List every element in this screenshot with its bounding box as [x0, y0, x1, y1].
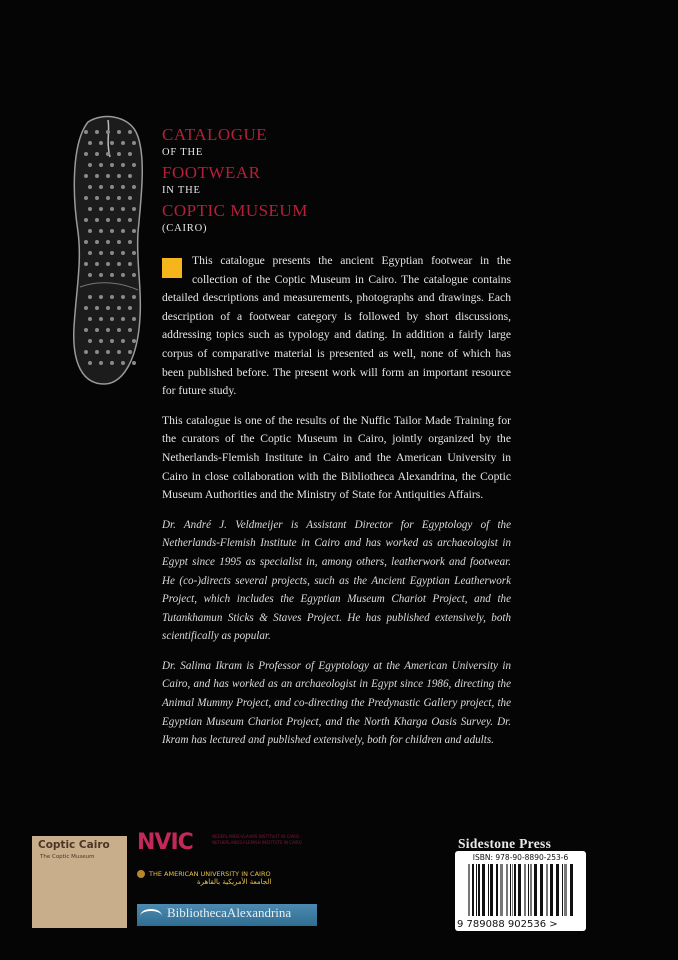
title-coptic-museum: COPTIC MUSEUM — [162, 201, 308, 220]
coptic-cairo-logo: Coptic Cairo The Coptic Museum — [32, 836, 127, 928]
bibliotheca-arc-icon — [140, 909, 162, 923]
title-cairo: (CAIRO) — [162, 223, 208, 234]
blurb — [162, 252, 511, 761]
publisher-name: Sidestone Press — [458, 836, 552, 851]
barcode-number: 9 789088 902536 > — [457, 919, 558, 930]
auc-logo: THE AMERICAN UNIVERSITY IN CAIRO الجامعة الأمريكية بالقاهرة — [137, 870, 271, 886]
isbn-label: ISBN: 978-90-8890-253-6 — [472, 853, 569, 862]
title-in-the: IN THE — [162, 185, 201, 196]
auc-seal-icon — [137, 870, 145, 878]
author-bio-veldmeijer: Dr. André J. Veldmeijer is Assistant Director for Egyptology of the Netherlands-Flemish Institute in Cairo and has worked as archaeologist in Egypt since 1995 as specialist in, among others, leatherwork and footwear. He (co-)directs several projects, such as the Ancient Egyptian Leatherwork Project, which includes the Egyptian Museum Chariot Project, and the Tutankhamun Sticks & Staves Project. He has published extensively, both scientifically as popular. — [162, 518, 511, 643]
title-footwear: FOOTWEAR — [162, 163, 261, 182]
book-title — [162, 126, 308, 240]
yellow-square-icon — [162, 258, 182, 278]
author-bio-ikram: Dr. Salima Ikram is Professor of Egyptology at the American University in Cairo, and has worked as an archaeologist in Egypt since 1986, directing the Animal Mummy Project, and co-directing the Predynastic Gallery project, the Egyptian Museum Chariot Project, and the North Kharga Oasis Survey. Dr. Ikram has lectured and published extensively, both for children and adults. — [162, 659, 511, 747]
barcode-bars — [468, 864, 576, 916]
description-paragraph: This catalogue presents the ancient Egyptian footwear in the collection of the Coptic Museum in Cairo. The catalogue contains detailed descriptions and measurements, photographs and drawings. Each description of a footwear category is followed by short discussions, addressing topics such as typology and dating. In addition a fairly large corpus of comparative material is presented as well, none of which has been published before. The present work will form an important resource for future study. — [162, 254, 511, 398]
bibliotheca-alexandrina-logo: BibliothecaAlexandrina — [137, 904, 317, 926]
isbn-barcode — [455, 851, 586, 931]
title-of-the: OF THE — [162, 147, 204, 158]
title-catalogue: CATALOGUE — [162, 125, 268, 144]
sandal-illustration — [58, 112, 154, 390]
nvic-logo: NVIC — [137, 830, 193, 855]
training-paragraph: This catalogue is one of the results of the Nuffic Tailor Made Training for the curators of the Coptic Museum in Cairo, jointly organized by the Netherlands-Flemish Institute in Cairo and the American University in Cairo in close collaboration with the Bibliotheca Alexandrina, the Coptic Museum Authorities and the Ministry of State for Antiquities Affairs. — [162, 413, 511, 502]
nvic-subtitle: NEDERLANDS-VLAAMS INSTITUUT IN CAIRO · NETHERLANDS-FLEMISH INSTITUTE IN CAIRO — [212, 834, 302, 845]
